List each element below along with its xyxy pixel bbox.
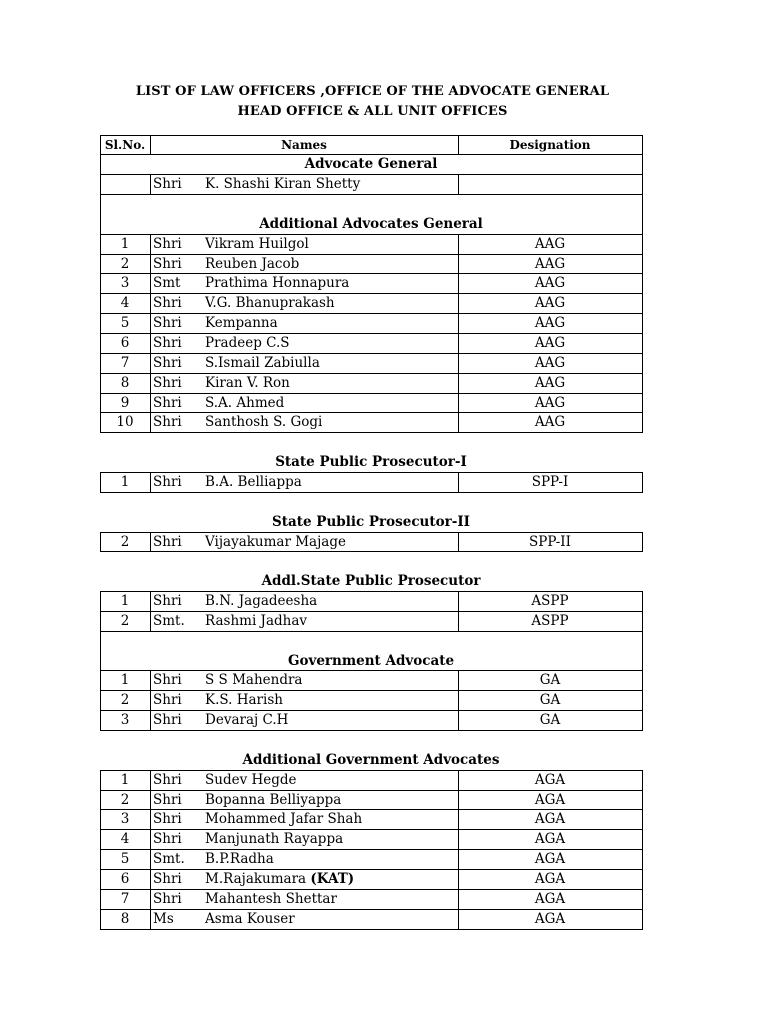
table-rule-vertical bbox=[100, 670, 101, 731]
document-title-line-1: LIST OF LAW OFFICERS ,OFFICE OF THE ADVOCATE GENERAL bbox=[135, 84, 610, 99]
row-designation: AAG bbox=[534, 374, 566, 391]
row-name: Devaraj C.H bbox=[205, 712, 289, 729]
row-honorific: Shri bbox=[153, 354, 182, 371]
row-serial-number: 8 bbox=[120, 910, 130, 927]
row-designation: AGA bbox=[534, 791, 566, 808]
section-heading: Government Advocate bbox=[287, 652, 455, 669]
row-honorific: Shri bbox=[153, 235, 182, 252]
table-rule-vertical bbox=[100, 770, 101, 930]
row-serial-number: 7 bbox=[120, 354, 130, 371]
row-name-note: (KAT) bbox=[310, 870, 355, 887]
section-heading: State Public Prosecutor-I bbox=[275, 454, 467, 471]
row-honorific: Shri bbox=[153, 831, 182, 848]
table-rule-vertical bbox=[642, 472, 643, 493]
row-name: Santhosh S. Gogi bbox=[205, 414, 323, 431]
row-name: Kiran V. Ron bbox=[205, 374, 290, 391]
table-rule-vertical bbox=[458, 472, 459, 493]
row-honorific: Shri bbox=[153, 791, 182, 808]
row-serial-number: 3 bbox=[120, 275, 130, 292]
row-name: Kempanna bbox=[205, 315, 278, 332]
table-rule-vertical bbox=[100, 154, 101, 175]
row-name: Mohammed Jafar Shah bbox=[205, 811, 363, 828]
table-rule-vertical bbox=[642, 670, 643, 731]
row-serial-number: 2 bbox=[120, 692, 130, 709]
table-rule-vertical bbox=[642, 194, 643, 235]
table-rule-vertical bbox=[150, 472, 151, 493]
row-serial-number: 10 bbox=[116, 414, 134, 431]
table-rule-vertical bbox=[100, 532, 101, 553]
row-designation: AGA bbox=[534, 890, 566, 907]
section-heading: Addl.State Public Prosecutor bbox=[261, 573, 481, 590]
table-rule bbox=[100, 432, 643, 433]
row-designation: AAG bbox=[534, 354, 566, 371]
row-serial-number: 5 bbox=[120, 851, 130, 868]
row-name: K.S. Harish bbox=[205, 692, 283, 709]
table-rule-vertical bbox=[150, 234, 151, 434]
row-designation: AGA bbox=[534, 811, 566, 828]
table-rule bbox=[100, 551, 643, 552]
table-rule-vertical bbox=[150, 770, 151, 930]
row-serial-number: 1 bbox=[120, 593, 130, 610]
row-designation: AAG bbox=[534, 255, 566, 272]
table-rule-vertical bbox=[642, 591, 643, 632]
row-name: Vijayakumar Majage bbox=[205, 533, 346, 550]
row-designation: AAG bbox=[534, 275, 566, 292]
table-rule-vertical bbox=[100, 174, 101, 195]
table-rule-vertical bbox=[100, 234, 101, 434]
row-designation: AAG bbox=[534, 414, 566, 431]
table-rule-vertical bbox=[150, 591, 151, 632]
row-designation: AGA bbox=[534, 851, 566, 868]
row-serial-number: 4 bbox=[120, 831, 130, 848]
row-designation: AAG bbox=[534, 235, 566, 252]
row-serial-number: 1 bbox=[120, 771, 130, 788]
row-name: B.P.Radha bbox=[205, 851, 274, 868]
row-honorific: Shri bbox=[153, 712, 182, 729]
table-rule-vertical bbox=[100, 631, 101, 672]
row-designation: AGA bbox=[534, 870, 566, 887]
table-rule-vertical bbox=[642, 154, 643, 175]
row-designation: ASPP bbox=[531, 593, 569, 610]
row-honorific: Shri bbox=[153, 255, 182, 272]
row-name: B.N. Jagadeesha bbox=[205, 593, 318, 610]
row-honorific: Shri bbox=[153, 176, 182, 193]
table-rule-vertical bbox=[642, 174, 643, 195]
table-rule-vertical bbox=[100, 591, 101, 632]
row-name: Sudev Hegde bbox=[205, 771, 297, 788]
table-rule-vertical bbox=[458, 770, 459, 930]
row-name: Pradeep C.S bbox=[205, 335, 290, 351]
table-rule bbox=[100, 730, 643, 731]
row-serial-number: 8 bbox=[120, 374, 130, 391]
row-serial-number: 4 bbox=[120, 295, 130, 312]
row-designation: AGA bbox=[534, 831, 566, 848]
table-rule-vertical bbox=[642, 532, 643, 553]
row-serial-number: 2 bbox=[120, 791, 130, 808]
section-heading: Advocate General bbox=[304, 156, 438, 173]
column-header-slno: Sl.No. bbox=[104, 137, 146, 152]
table-rule-vertical bbox=[642, 631, 643, 672]
row-honorific: Shri bbox=[153, 593, 182, 610]
table-rule bbox=[100, 194, 643, 195]
table-rule-vertical bbox=[458, 234, 459, 434]
row-designation: AAG bbox=[534, 295, 566, 312]
row-name: V.G. Bhanuprakash bbox=[205, 295, 335, 312]
section-heading: Additional Government Advocates bbox=[242, 751, 500, 768]
table-rule-vertical bbox=[100, 194, 101, 235]
row-honorific: Ms bbox=[153, 910, 174, 927]
row-name: Rashmi Jadhav bbox=[205, 612, 308, 629]
row-designation: GA bbox=[539, 672, 561, 689]
row-serial-number: 2 bbox=[120, 255, 130, 272]
row-name: S.Ismail Zabiulla bbox=[205, 354, 320, 371]
row-serial-number: 6 bbox=[120, 335, 130, 351]
row-serial-number: 1 bbox=[120, 473, 130, 490]
table-rule-vertical bbox=[100, 472, 101, 493]
row-designation: AGA bbox=[534, 771, 566, 788]
row-name: B.A. Belliappa bbox=[205, 473, 302, 490]
row-designation: SPP-II bbox=[529, 533, 571, 550]
row-honorific: Smt bbox=[153, 275, 181, 292]
row-name: Manjunath Rayappa bbox=[205, 831, 344, 848]
row-name: Vikram Huilgol bbox=[205, 235, 309, 252]
document-title-line-2: HEAD OFFICE & ALL UNIT OFFICES bbox=[237, 104, 508, 119]
row-serial-number: 3 bbox=[120, 811, 130, 828]
row-serial-number: 1 bbox=[120, 672, 130, 689]
row-name: S.A. Ahmed bbox=[205, 394, 285, 411]
row-honorific: Shri bbox=[153, 473, 182, 490]
row-designation: ASPP bbox=[531, 612, 569, 629]
row-name: Prathima Honnapura bbox=[205, 275, 350, 292]
row-honorific: Shri bbox=[153, 811, 182, 828]
column-header-designation: Designation bbox=[509, 137, 591, 152]
row-name: M.Rajakumara (KAT) bbox=[205, 870, 355, 887]
row-name: K. Shashi Kiran Shetty bbox=[205, 176, 361, 193]
row-name: Bopanna Belliyappa bbox=[205, 791, 342, 808]
row-name: Mahantesh Shettar bbox=[205, 890, 337, 907]
row-serial-number: 2 bbox=[120, 612, 130, 629]
row-serial-number: 1 bbox=[120, 235, 130, 252]
row-name: Asma Kouser bbox=[205, 910, 295, 927]
table-rule-vertical bbox=[642, 770, 643, 930]
table-rule-vertical bbox=[458, 591, 459, 632]
row-designation: AAG bbox=[534, 394, 566, 411]
row-honorific: Shri bbox=[153, 692, 182, 709]
section-heading: State Public Prosecutor-II bbox=[272, 513, 470, 530]
table-rule-vertical bbox=[458, 174, 459, 195]
table-rule bbox=[100, 631, 643, 632]
row-honorific: Shri bbox=[153, 771, 182, 788]
row-name: Reuben Jacob bbox=[205, 255, 300, 272]
row-honorific: Shri bbox=[153, 533, 182, 550]
row-honorific: Shri bbox=[153, 335, 182, 351]
column-header-names: Names bbox=[281, 137, 327, 152]
row-honorific: Shri bbox=[153, 672, 182, 689]
row-honorific: Shri bbox=[153, 295, 182, 312]
table-rule bbox=[100, 492, 643, 493]
row-designation: AAG bbox=[534, 315, 566, 332]
row-designation: AGA bbox=[534, 910, 566, 927]
row-serial-number: 2 bbox=[120, 533, 130, 550]
row-serial-number: 3 bbox=[120, 712, 130, 729]
table-rule-vertical bbox=[458, 670, 459, 731]
row-honorific: Shri bbox=[153, 890, 182, 907]
row-honorific: Shri bbox=[153, 414, 182, 431]
table-rule-vertical bbox=[150, 670, 151, 731]
row-serial-number: 5 bbox=[120, 315, 130, 332]
row-honorific: Shri bbox=[153, 374, 182, 391]
row-honorific: Shri bbox=[153, 315, 182, 332]
table-rule-vertical bbox=[642, 234, 643, 434]
row-designation: AAG bbox=[534, 335, 566, 351]
row-designation: GA bbox=[539, 712, 561, 729]
section-heading: Additional Advocates General bbox=[259, 215, 483, 232]
row-serial-number: 6 bbox=[120, 870, 130, 887]
row-name: S S Mahendra bbox=[205, 672, 303, 689]
row-honorific: Shri bbox=[153, 394, 182, 411]
row-honorific: Shri bbox=[153, 870, 182, 887]
table-rule-vertical bbox=[150, 532, 151, 553]
row-honorific: Smt. bbox=[153, 612, 185, 629]
row-designation: GA bbox=[539, 692, 561, 709]
table-rule-vertical bbox=[458, 532, 459, 553]
row-serial-number: 7 bbox=[120, 890, 130, 907]
row-designation: SPP-I bbox=[531, 473, 569, 490]
table-rule-vertical bbox=[642, 135, 643, 156]
row-honorific: Smt. bbox=[153, 851, 185, 868]
row-serial-number: 9 bbox=[120, 394, 130, 411]
table-rule-vertical bbox=[150, 174, 151, 195]
table-rule bbox=[100, 929, 643, 930]
